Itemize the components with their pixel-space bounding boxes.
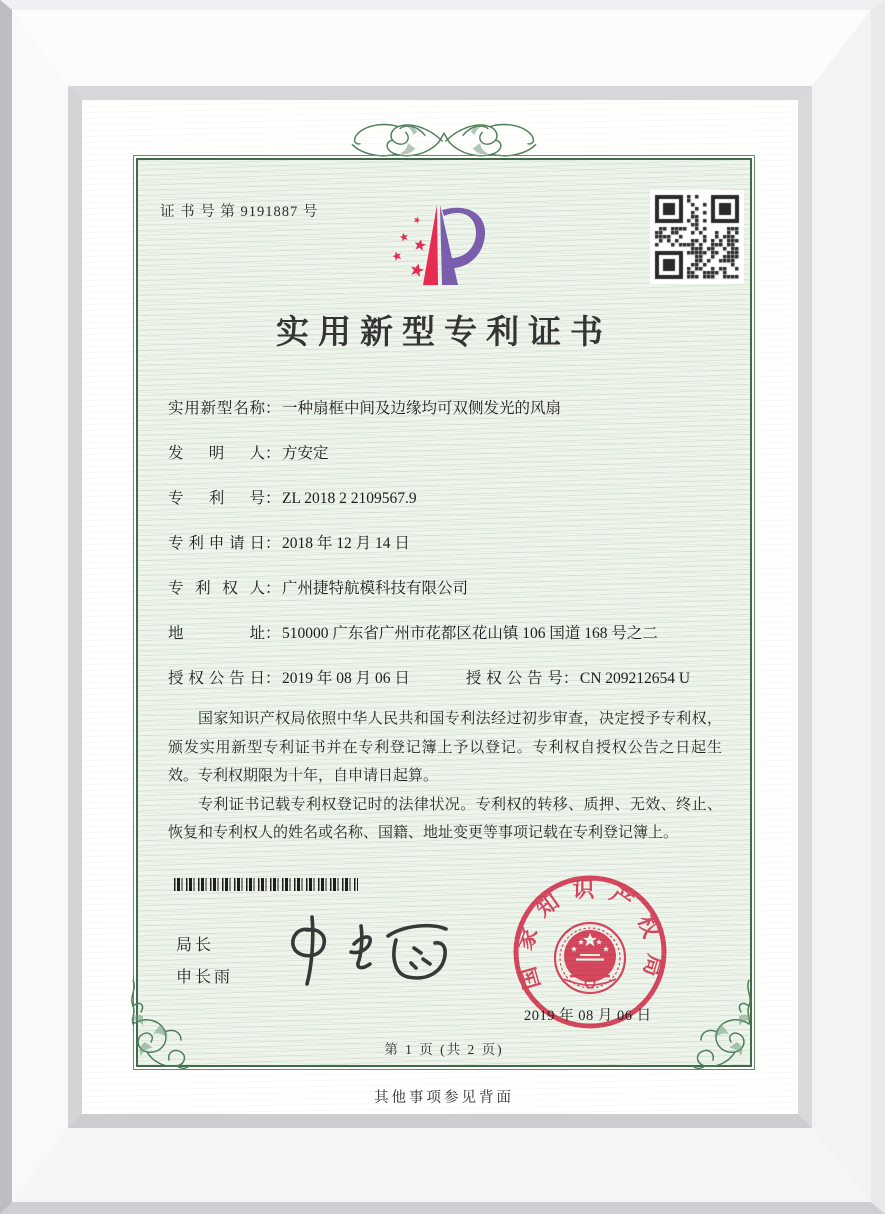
field-label: 实用新型名称 — [168, 400, 265, 417]
field-list — [168, 398, 724, 713]
field-label: 授权公告日 — [168, 670, 265, 687]
barcode-icon — [174, 878, 358, 891]
cnipa-logo-icon — [384, 184, 496, 294]
corner-ornament-left-icon — [125, 980, 189, 1072]
certificate-title: 实用新型专利证书 — [276, 315, 612, 351]
field-rows — [168, 398, 724, 668]
field-value: 方安定 — [282, 445, 329, 462]
field-label: 授权公告号 — [465, 670, 563, 687]
field-row — [168, 488, 724, 533]
legal-paragraphs — [168, 705, 722, 848]
field-value: 广州捷特航模科技有限公司 — [282, 580, 469, 597]
field-row — [168, 533, 724, 578]
back-note: 其他事项参见背面 — [374, 1090, 514, 1106]
field-value: 2019 年 08 月 06 日 — [282, 670, 410, 687]
field-value: 一种扇框中间及边缘均可双侧发光的风扇 — [282, 400, 562, 417]
qr-code-icon — [650, 190, 744, 284]
certificate-border — [133, 155, 755, 1070]
field-colon: ： — [265, 400, 281, 417]
signature-icon — [284, 914, 464, 998]
field-colon: ： — [265, 580, 281, 597]
legal-paragraph: 国家知识产权局依照中华人民共和国专利法经过初步审查，决定授予专利权，颁发实用新型专利证书并在专利登记簿上予以登记。专利权自授权公告之日起生效。专利权期限为十年，自申请日起算。 — [168, 711, 722, 784]
seal-date: 2019 年 08 月 06 日 — [524, 1008, 652, 1024]
certificate-number: 证 书 号 第 9191887 号 — [160, 204, 319, 220]
certificate-paper — [82, 100, 798, 1114]
field-row — [168, 443, 724, 488]
field-label: 地址 — [168, 625, 265, 642]
field-row — [168, 623, 724, 668]
field-value: CN 209212654 U — [579, 670, 691, 687]
officer-name: 申长雨 — [176, 969, 234, 986]
officer-title: 局长 — [176, 937, 215, 954]
certificate-border-inner — [136, 158, 752, 1067]
field-value: ZL 2018 2 2109567.9 — [282, 490, 417, 507]
field-label: 专利申请日 — [168, 535, 265, 552]
seal-text: 国家知识产权局 — [511, 877, 669, 993]
field-colon: ： — [265, 625, 281, 642]
field-label: 专利号 — [168, 490, 265, 507]
field-row — [168, 578, 724, 623]
field-colon: ： — [265, 490, 281, 507]
page-number: 第 1 页 (共 2 页) — [384, 1042, 504, 1057]
field-value: 2018 年 12 月 14 日 — [282, 535, 410, 552]
field-colon: ： — [265, 535, 281, 552]
field-row — [168, 398, 724, 443]
field-label: 专利权人 — [168, 580, 265, 597]
official-seal — [510, 872, 670, 1032]
field-pair-grant-number — [466, 668, 690, 690]
field-colon: ： — [265, 445, 281, 462]
field-label: 发明人 — [168, 445, 265, 462]
legal-paragraph: 专利证书记载专利权登记时的法律状况。专利权的转移、质押、无效、终止、恢复和专利权人的姓名或名称、国籍、地址变更等事项记载在专利登记簿上。 — [168, 796, 722, 841]
corner-ornament-right-icon — [693, 980, 757, 1072]
field-colon: ： — [562, 670, 579, 687]
certificate-body — [138, 160, 750, 1065]
field-colon: ： — [265, 670, 281, 687]
field-value: 510000 广东省广州市花都区花山镇 106 国道 168 号之二 — [282, 625, 658, 642]
